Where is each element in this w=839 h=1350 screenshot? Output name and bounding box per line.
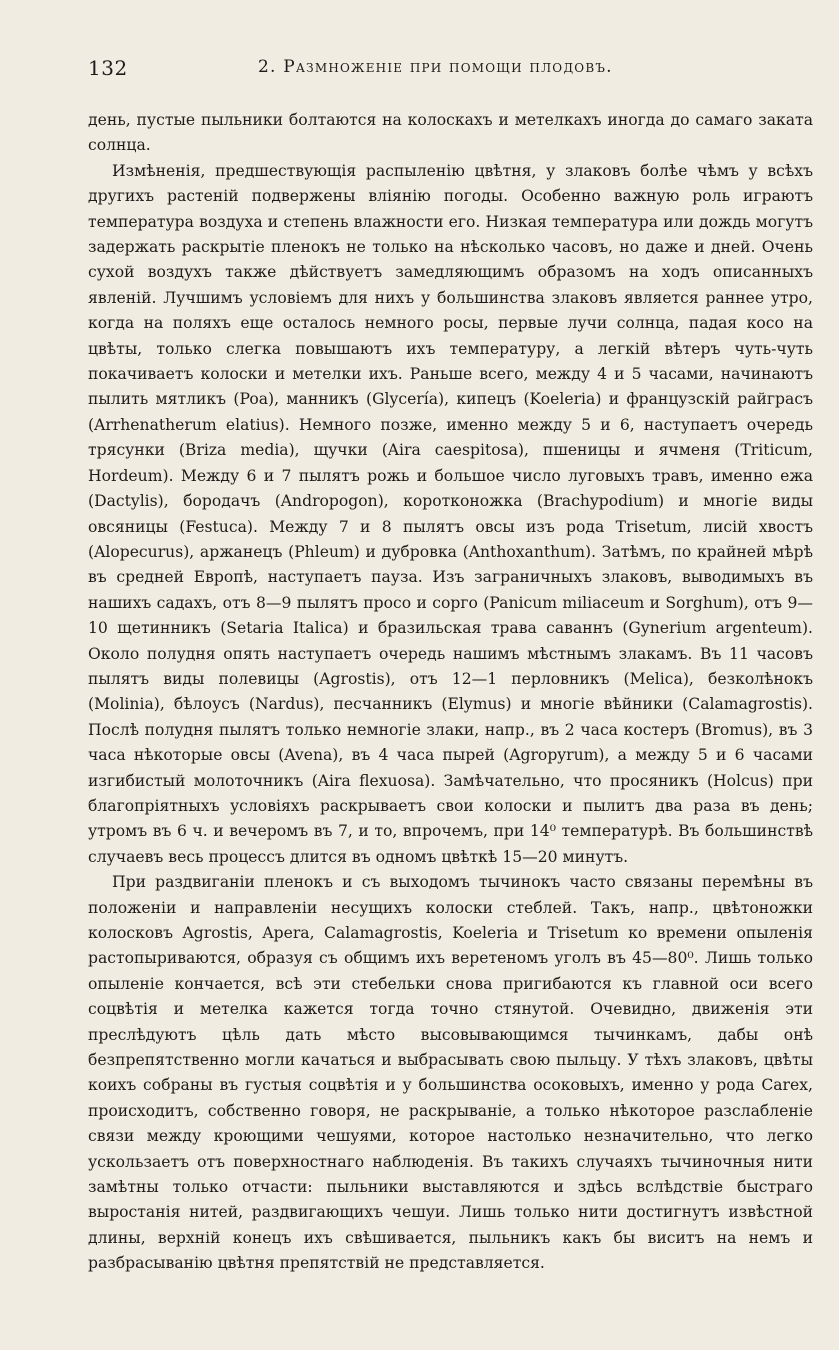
body-text [88, 108, 813, 1277]
running-title: 2. Размноженіе при помощи плодовъ. [258, 57, 613, 77]
page-header [88, 50, 813, 94]
paragraph-stem-movement: При раздвиганіи пленокъ и съ выходомъ тычинокъ часто связаны перемѣны въ положеніи и направленіи несущихъ колоски стеблей. Такъ, напр., цвѣтоножки колосковъ Agrostis, Apera, Calamagrostis, Koeleria и Trisetum ко времени опыленія растопыриваются, образуя съ общимъ ихъ веретеномъ уголъ въ 45—80⁰. Лишь только опыленіе кончается, всѣ эти стебельки снова пригибаются къ главной оси всего соцвѣтія и метелка кажется тогда точно стянутой. Очевидно, движенія эти преслѣдуютъ цѣль дать мѣсто высовывающимся тычинкамъ, дабы онѣ безпрепятственно могли качаться и выбрасывать свою пыльцу. У тѣхъ злаковъ, цвѣты коихъ собраны въ густыя соцвѣтія и у большинства осоковыхъ, именно у рода Carex, происходитъ, собственно говоря, не раскрываніе, а только нѣкоторое разслабленіе связи между кроющими чешуями, которое настолько незначительно, что легко ускользаетъ отъ поверхностнаго наблюденія. Въ такихъ случаяхъ тычиночныя нити замѣтны только отчасти: пыльники выставляются и здѣсь вслѣдствіе быстраго выростанія нитей, раздвигающихъ чешуи. Лишь только нити достигнутъ извѣстной длины, верхній конецъ ихъ свѣшивается, пыльникъ какъ бы виситъ на немъ и разбрасыванію цвѣтня препятствій не представляется. [88, 873, 813, 1273]
page-number: 132 [88, 56, 128, 80]
paragraph-weather-influence: Измѣненія, предшествующія распыленію цвѣтня, у злаковъ болѣе чѣмъ у всѣхъ другихъ растеній подвержены вліянію погоды. Особенно важную роль играютъ температура воздуха и степень влажности его. Низкая температура или дождь могутъ задержать раскрытіе пленокъ не только на нѣсколько часовъ, но даже и дней. Очень сухой воздухъ также дѣйствуетъ замедляющимъ образомъ на ходъ описанныхъ явленій. Лучшимъ условіемъ для нихъ у большинства злаковъ является раннее утро, когда на поляхъ еще осталось немного росы, первые лучи солнца, падая косо на цвѣты, только слегка повышаютъ ихъ температуру, а легкій вѣтеръ чуть-чуть покачиваетъ колоски и метелки ихъ. Раньше всего, между 4 и 5 часами, начинаютъ пылить мятликъ (Poa), манникъ (Glycería), кипецъ (Koeleria) и французскій райграсъ (Arrhenatherum elatius). Немного позже, именно между 5 и 6, наступаетъ очередь трясунки (Briza media), щучки (Aira caespitosa), пшеницы и ячменя (Triticum, Hordeum). Между 6 и 7 пылятъ рожь и большое число луговыхъ травъ, именно ежа (Dactylis), бородачъ (Andropogon), коротконожка (Brachypodium) и многіе виды овсяницы (Festuca). Между 7 и 8 пылятъ овсы изъ рода Trisetum, лисій хвостъ (Alopecurus), аржанецъ (Phleum) и дубровка (Anthoxanthum). Затѣмъ, по крайней мѣрѣ въ средней Европѣ, наступаетъ пауза. Изъ заграничныхъ злаковъ, выводимыхъ въ нашихъ садахъ, отъ 8—9 пылятъ просо и сорго (Panicum miliaceum и Sorghum), отъ 9—10 щетинникъ (Setaria Italica) и бразильская трава саваннъ (Gynerium argenteum). Около полудня опять наступаетъ очередь нашимъ мѣстнымъ злакамъ. Въ 11 часовъ пылятъ виды полевицы (Agrostis), отъ 12—1 перловникъ (Melica), безколѣнокъ (Molinia), бѣлоусъ (Nardus), песчанникъ (Elymus) и многіе вѣйники (Calamagrostis). Послѣ полудня пылятъ только немногіе злаки, напр., въ 2 часа костеръ (Bromus), въ 3 часа нѣкоторые овсы (Avena), въ 4 часа пырей (Agropyrum), а между 5 и 6 часами изгибистый молоточникъ (Aira flexuosa). Замѣчательно, что просяникъ (Holcus) при благопріятныхъ условіяхъ раскрываетъ свои колоски и пылитъ два раза въ день; утромъ въ 6 ч. и вечеромъ въ 7, и то, впрочемъ, при 14⁰ температурѣ. Въ большинствѣ случаевъ весь процессъ длится въ одномъ цвѣткѣ 15—20 минутъ. [88, 161, 813, 866]
paragraph-continuation: день, пустые пыльники болтаются на колоскахъ и метелкахъ иногда до самаго заката солнца. [88, 111, 813, 155]
book-page [88, 50, 813, 1277]
